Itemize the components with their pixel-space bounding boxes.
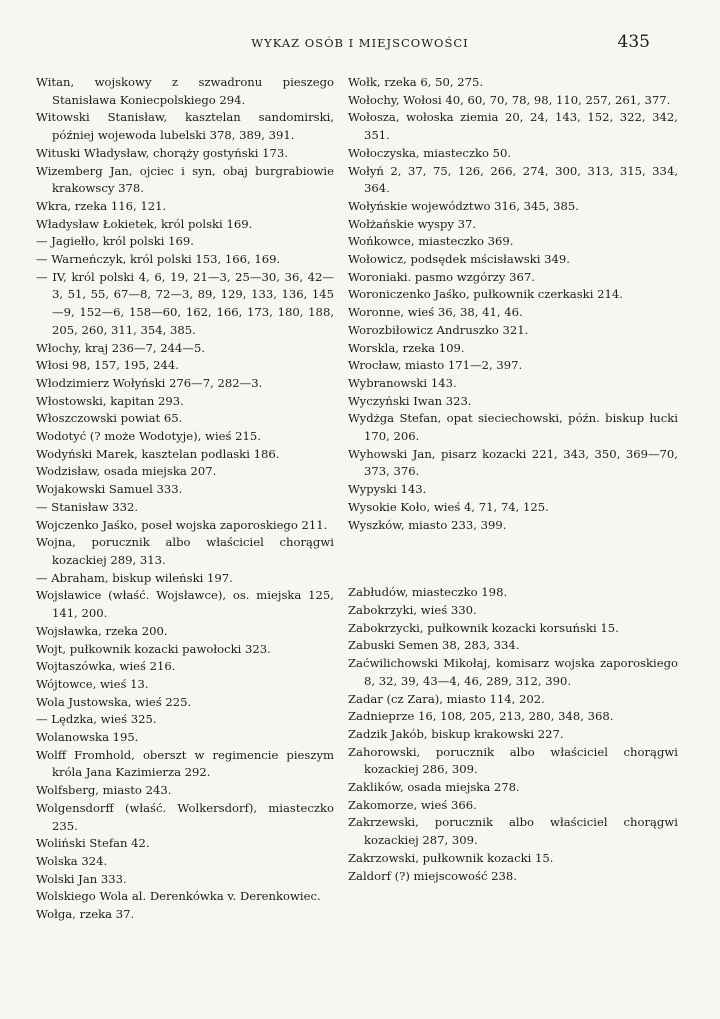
index-entry: Zaćwilichowski Mikołaj, komisarz wojska zaporoskiego 8, 32, 39, 43—4, 46, 289, 312, 390. (348, 656, 678, 688)
index-column-right (348, 74, 678, 885)
index-entry: Wkra, rzeka 116, 121. (36, 198, 167, 213)
section-gap (348, 534, 678, 584)
index-entry: Zabokrzycki, pułkownik kozacki korsuński 15. (348, 620, 619, 635)
index-entry: — IV, król polski 4, 6, 19, 21—3, 25—30, 36, 42—3, 51, 55, 67—8, 72—3, 89, 129, 133, 136, 145—9, 152—6, 158—60, 162, 166, 173, 180, 188, 205, 260, 311, 354, 385. (36, 269, 334, 337)
index-entry: Wolanowska 195. (36, 730, 139, 745)
index-entry: Włodzimierz Wołyński 276—7, 282—3. (36, 375, 263, 390)
index-entry: Wołosza, wołoska ziemia 20, 24, 143, 152, 322, 342, 351. (348, 110, 678, 143)
index-entry: Wolski Jan 333. (36, 871, 127, 886)
index-entry: Wyszków, miasto 233, 399. (348, 517, 507, 532)
index-entry: Zabuski Semen 38, 283, 334. (348, 638, 520, 653)
index-entry: Włosi 98, 157, 195, 244. (36, 358, 179, 373)
index-entry: Wyhowski Jan, pisarz kozacki 221, 343, 350, 369—70, 373, 376. (348, 446, 678, 479)
index-entry: Wojczenko Jaśko, poseł wojska zaporoskiego 211. (36, 517, 328, 532)
index-entry: Woroniaki. pasmo wzgórzy 367. (348, 269, 535, 284)
index-entry: Zabokrzyki, wieś 330. (348, 602, 477, 617)
index-entry: Zadar (cz Zara), miasto 114, 202. (348, 691, 545, 706)
index-entry: Zadzik Jakób, biskup krakowski 227. (348, 726, 564, 741)
index-entry: — Warneńczyk, król polski 153, 166, 169. (36, 252, 281, 267)
page-number: 435 (617, 32, 650, 52)
index-entry: Wolff Fromhold, oberszt w regimencie pieszym króla Jana Kazimierza 292. (36, 747, 334, 780)
index-entry: Zakrzowski, pułkownik kozacki 15. (348, 850, 554, 865)
index-entry: Wójtowce, wieś 13. (36, 676, 149, 691)
index-entry: Worskla, rzeka 109. (348, 340, 465, 355)
index-entry: — Jagiełło, król polski 169. (36, 234, 194, 249)
index-entry: Wołk, rzeka 6, 50, 275. (348, 75, 484, 89)
index-entry: Wojsławka, rzeka 200. (36, 623, 168, 638)
index-entry: Wojna, porucznik albo właściciel chorągwi kozackiej 289, 313. (36, 535, 334, 567)
index-entry: Wysokie Koło, wieś 4, 71, 74, 125. (348, 499, 549, 514)
index-entry: Zaklików, osada miejska 278. (348, 780, 520, 795)
index-entry: Wola Justowska, wieś 225. (36, 694, 192, 709)
index-section-z (348, 584, 678, 885)
index-entry: Zabłudów, miasteczko 198. (348, 585, 508, 600)
index-entry: Worozbiłowicz Andruszko 321. (348, 322, 529, 337)
index-entry: Zahorowski, porucznik albo właściciel chorągwi kozackiej 286, 309. (348, 744, 678, 777)
index-entry: Wołoczyska, miasteczko 50. (348, 145, 512, 160)
index-entry: Władysław Łokietek, król polski 169. (36, 216, 253, 231)
index-entry: — Lędzka, wieś 325. (36, 712, 157, 727)
index-entry: Wrocław, miasto 171—2, 397. (348, 358, 523, 373)
page-header (0, 34, 720, 58)
running-head: WYKAZ OSÓB I MIEJSCOWOŚCI (251, 36, 469, 50)
index-entry: Włostowski, kapitan 293. (36, 393, 184, 408)
index-entry: Wizemberg Jan, ojciec i syn, obaj burgrabiowie krakowscy 378. (36, 163, 334, 196)
index-entry: Wolgensdorff (właść. Wolkersdorf), miasteczko 235. (36, 800, 334, 833)
index-section-w (348, 74, 678, 534)
index-entry: Włochy, kraj 236—7, 244—5. (36, 340, 206, 355)
index-entry: Wolskiego Wola al. Derenkówka v. Derenkowiec. (36, 889, 321, 904)
index-entry: Zadnieprze 16, 108, 205, 213, 280, 348, 368. (348, 709, 614, 724)
index-entry: Wodotyć (? może Wodotyje), wieś 215. (36, 429, 261, 444)
index-entry: Wodyński Marek, kasztelan podlaski 186. (36, 446, 280, 461)
index-entry: Wypyski 143. (348, 482, 427, 497)
index-entry: Wojakowski Samuel 333. (36, 482, 183, 497)
index-entry: Wolfsberg, miasto 243. (36, 783, 172, 798)
index-entry: Wołochy, Wołosi 40, 60, 70, 78, 98, 110, 257, 261, 377. (348, 92, 671, 107)
index-entry: Wojsławice (właść. Wojsławce), os. miejska 125, 141, 200. (36, 588, 334, 621)
index-entry: Wolska 324. (36, 853, 108, 868)
index-entry: — Abraham, biskup wileński 197. (36, 570, 233, 585)
index-entry: Zakomorze, wieś 366. (348, 797, 477, 812)
index-entry: Wońkowce, miasteczko 369. (348, 234, 514, 249)
index-entry: Wojtaszówka, wieś 216. (36, 659, 176, 674)
index-entry: Wołyń 2, 37, 75, 126, 266, 274, 300, 313, 315, 334, 364. (348, 163, 678, 196)
index-entry: Wodzisław, osada miejska 207. (36, 464, 217, 479)
index-entry: Woronne, wieś 36, 38, 41, 46. (348, 305, 523, 320)
index-column-left (36, 74, 334, 924)
index-entry: Wołowicz, podsędek mścisławski 349. (348, 252, 570, 267)
index-entry: Wołżańskie wyspy 37. (348, 216, 477, 231)
index-entry: Witan, wojskowy z szwadronu pieszego Stanisława Koniecpolskiego 294. (36, 75, 334, 107)
index-entry: Wołyńskie województwo 316, 345, 385. (348, 198, 579, 213)
index-entry: Wołga, rzeka 37. (36, 907, 135, 922)
index-entry: Włoszczowski powiat 65. (36, 411, 183, 426)
index-entry: Wydżga Stefan, opat sieciechowski, późn. biskup łucki 170, 206. (348, 411, 678, 444)
index-entry: Woroniczenko Jaśko, pułkownik czerkaski 214. (348, 287, 623, 302)
index-entry: Witowski Stanisław, kasztelan sandomirski, później wojewoda lubelski 378, 389, 391. (36, 110, 334, 143)
index-entry: Wyczyński Iwan 323. (348, 393, 472, 408)
index-entry: — Stanisław 332. (36, 499, 139, 514)
index-entry: Zakrzewski, porucznik albo właściciel chorągwi kozackiej 287, 309. (348, 815, 678, 848)
index-entry: Zaldorf (?) miejscowość 238. (348, 868, 517, 883)
index-entry: Wojt, pułkownik kozacki pawołocki 323. (36, 641, 271, 656)
index-entry: Woliński Stefan 42. (36, 836, 150, 851)
index-entry: Wybranowski 143. (348, 375, 457, 390)
index-entry: Wituski Władysław, chorąży gostyński 173. (36, 145, 288, 160)
